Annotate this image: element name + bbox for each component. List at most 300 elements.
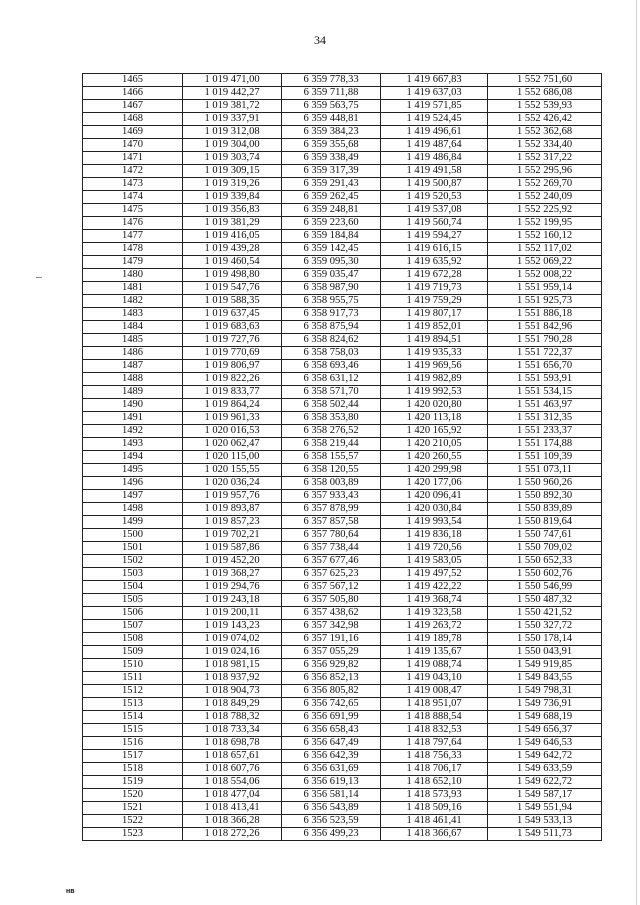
point-number-cell: 1517 bbox=[83, 750, 183, 763]
point-number-cell: 1522 bbox=[83, 815, 183, 828]
coordinate-cell: 1 018 698,78 bbox=[183, 737, 282, 750]
coordinate-cell: 6 356 852,13 bbox=[282, 672, 381, 685]
coordinate-cell: 1 418 888,54 bbox=[381, 711, 488, 724]
table-row bbox=[83, 789, 602, 802]
point-number-cell: 1474 bbox=[83, 191, 183, 204]
coordinate-cell: 1 019 309,15 bbox=[183, 165, 282, 178]
coordinate-cell: 1 019 024,16 bbox=[183, 646, 282, 659]
coordinate-cell: 1 018 366,28 bbox=[183, 815, 282, 828]
coordinate-cell: 1 552 069,22 bbox=[488, 256, 602, 269]
coordinate-cell: 6 358 987,90 bbox=[282, 282, 381, 295]
table-row bbox=[83, 594, 602, 607]
coordinate-cell: 1 552 199,95 bbox=[488, 217, 602, 230]
table-row bbox=[83, 568, 602, 581]
coordinate-cell: 1 019 637,45 bbox=[183, 308, 282, 321]
coordinate-cell: 1 551 073,11 bbox=[488, 464, 602, 477]
coordinate-cell: 1 550 960,26 bbox=[488, 477, 602, 490]
coordinate-cell: 6 358 502,44 bbox=[282, 399, 381, 412]
coordinate-cell: 1 552 317,22 bbox=[488, 152, 602, 165]
coordinate-cell: 6 358 120,55 bbox=[282, 464, 381, 477]
point-number-cell: 1483 bbox=[83, 308, 183, 321]
coordinate-cell: 6 356 647,49 bbox=[282, 737, 381, 750]
coordinate-cell: 1 550 178,14 bbox=[488, 633, 602, 646]
coordinate-cell: 1 549 798,31 bbox=[488, 685, 602, 698]
table-row bbox=[83, 815, 602, 828]
coordinate-cell: 1 552 160,12 bbox=[488, 230, 602, 243]
coordinate-cell: 6 359 184,84 bbox=[282, 230, 381, 243]
coordinate-cell: 1 419 807,17 bbox=[381, 308, 488, 321]
coordinate-cell: 1 418 461,41 bbox=[381, 815, 488, 828]
coordinate-cell: 1 549 587,17 bbox=[488, 789, 602, 802]
coordinate-cell: 1 419 894,51 bbox=[381, 334, 488, 347]
coordinate-cell: 1 419 759,29 bbox=[381, 295, 488, 308]
point-number-cell: 1510 bbox=[83, 659, 183, 672]
point-number-cell: 1487 bbox=[83, 360, 183, 373]
coordinate-cell: 1 019 294,76 bbox=[183, 581, 282, 594]
table-row bbox=[83, 763, 602, 776]
table-row bbox=[83, 737, 602, 750]
point-number-cell: 1490 bbox=[83, 399, 183, 412]
coordinate-cell: 6 357 878,99 bbox=[282, 503, 381, 516]
coordinate-cell: 1 551 593,91 bbox=[488, 373, 602, 386]
table-row bbox=[83, 100, 602, 113]
coordinate-cell: 6 358 219,44 bbox=[282, 438, 381, 451]
point-number-cell: 1513 bbox=[83, 698, 183, 711]
coordinate-cell: 1 419 496,61 bbox=[381, 126, 488, 139]
point-number-cell: 1497 bbox=[83, 490, 183, 503]
table-row bbox=[83, 295, 602, 308]
coordinate-cell: 1 549 843,55 bbox=[488, 672, 602, 685]
coordinate-cell: 6 358 875,94 bbox=[282, 321, 381, 334]
table-row bbox=[83, 178, 602, 191]
point-number-cell: 1473 bbox=[83, 178, 183, 191]
coordinate-cell: 1 551 722,37 bbox=[488, 347, 602, 360]
coordinate-cell: 1 549 622,72 bbox=[488, 776, 602, 789]
coordinate-cell: 6 359 095,30 bbox=[282, 256, 381, 269]
coordinate-cell: 1 020 155,55 bbox=[183, 464, 282, 477]
coordinate-cell: 1 419 368,74 bbox=[381, 594, 488, 607]
coordinate-cell: 1 019 460,54 bbox=[183, 256, 282, 269]
coordinate-cell: 6 356 805,82 bbox=[282, 685, 381, 698]
table-row bbox=[83, 646, 602, 659]
coordinate-cell: 6 356 631,69 bbox=[282, 763, 381, 776]
coordinate-cell: 6 357 438,62 bbox=[282, 607, 381, 620]
table-row bbox=[83, 724, 602, 737]
coordinate-cell: 1 419 497,52 bbox=[381, 568, 488, 581]
coordinate-cell: 6 356 642,39 bbox=[282, 750, 381, 763]
coordinate-cell: 1 549 551,94 bbox=[488, 802, 602, 815]
table-row bbox=[83, 152, 602, 165]
table-row bbox=[83, 373, 602, 386]
coordinate-cell: 1 019 243,18 bbox=[183, 594, 282, 607]
coordinate-cell: 1 419 520,53 bbox=[381, 191, 488, 204]
coordinate-cell: 6 359 262,45 bbox=[282, 191, 381, 204]
coordinate-cell: 1 419 836,18 bbox=[381, 529, 488, 542]
coordinate-cell: 6 356 691,99 bbox=[282, 711, 381, 724]
coordinate-cell: 1 018 657,61 bbox=[183, 750, 282, 763]
coordinate-cell: 1 419 008,47 bbox=[381, 685, 488, 698]
coordinate-cell: 1 019 806,97 bbox=[183, 360, 282, 373]
coordinate-cell: 1 419 571,85 bbox=[381, 100, 488, 113]
coordinate-cell: 1 549 511,73 bbox=[488, 828, 602, 841]
coordinate-cell: 6 358 824,62 bbox=[282, 334, 381, 347]
coordinate-cell: 6 357 055,29 bbox=[282, 646, 381, 659]
coordinate-cell: 1 019 547,76 bbox=[183, 282, 282, 295]
coordinate-cell: 1 550 709,02 bbox=[488, 542, 602, 555]
point-number-cell: 1516 bbox=[83, 737, 183, 750]
point-number-cell: 1514 bbox=[83, 711, 183, 724]
point-number-cell: 1476 bbox=[83, 217, 183, 230]
point-number-cell: 1495 bbox=[83, 464, 183, 477]
coordinate-cell: 6 357 567,12 bbox=[282, 581, 381, 594]
coordinate-cell: 1 419 560,74 bbox=[381, 217, 488, 230]
coordinate-cell: 1 019 498,80 bbox=[183, 269, 282, 282]
coordinate-cell: 1 418 652,10 bbox=[381, 776, 488, 789]
coordinate-cell: 1 418 366,67 bbox=[381, 828, 488, 841]
coordinate-cell: 1 552 295,96 bbox=[488, 165, 602, 178]
coordinate-cell: 6 356 543,89 bbox=[282, 802, 381, 815]
point-number-cell: 1506 bbox=[83, 607, 183, 620]
coordinate-cell: 6 357 191,16 bbox=[282, 633, 381, 646]
coordinate-cell: 1 420 210,05 bbox=[381, 438, 488, 451]
coordinate-cell: 1 420 177,06 bbox=[381, 477, 488, 490]
coordinate-cell: 1 418 573,93 bbox=[381, 789, 488, 802]
coordinate-cell: 6 356 619,13 bbox=[282, 776, 381, 789]
coordinate-cell: 1 019 727,76 bbox=[183, 334, 282, 347]
coordinate-cell: 1 420 113,18 bbox=[381, 412, 488, 425]
coordinate-cell: 6 357 505,80 bbox=[282, 594, 381, 607]
coordinate-cell: 1 019 452,20 bbox=[183, 555, 282, 568]
point-number-cell: 1489 bbox=[83, 386, 183, 399]
coordinate-cell: 1 419 982,89 bbox=[381, 373, 488, 386]
coordinate-cell: 6 358 276,52 bbox=[282, 425, 381, 438]
coordinate-cell: 1 018 937,92 bbox=[183, 672, 282, 685]
point-number-cell: 1465 bbox=[83, 74, 183, 87]
coordinate-cell: 1 020 016,53 bbox=[183, 425, 282, 438]
point-number-cell: 1466 bbox=[83, 87, 183, 100]
coordinate-cell: 6 359 448,81 bbox=[282, 113, 381, 126]
coordinate-cell: 1 020 036,24 bbox=[183, 477, 282, 490]
coordinate-cell: 6 359 142,45 bbox=[282, 243, 381, 256]
coordinate-cell: 1 549 642,72 bbox=[488, 750, 602, 763]
coordinate-cell: 1 418 756,33 bbox=[381, 750, 488, 763]
point-number-cell: 1486 bbox=[83, 347, 183, 360]
coordinate-cell: 1 018 477,04 bbox=[183, 789, 282, 802]
coordinate-cell: 1 418 706,17 bbox=[381, 763, 488, 776]
coordinate-cell: 6 359 248,81 bbox=[282, 204, 381, 217]
coordinate-cell: 1 019 833,77 bbox=[183, 386, 282, 399]
coordinate-cell: 1 019 381,72 bbox=[183, 100, 282, 113]
table-row bbox=[83, 711, 602, 724]
coordinate-cell: 1 552 539,93 bbox=[488, 100, 602, 113]
coordinate-cell: 6 359 223,60 bbox=[282, 217, 381, 230]
coordinate-cell: 1 551 174,88 bbox=[488, 438, 602, 451]
coordinate-cell: 6 357 677,46 bbox=[282, 555, 381, 568]
point-number-cell: 1505 bbox=[83, 594, 183, 607]
point-number-cell: 1469 bbox=[83, 126, 183, 139]
table-row bbox=[83, 321, 602, 334]
coordinate-cell: 1 549 656,37 bbox=[488, 724, 602, 737]
coordinate-cell: 1 551 312,35 bbox=[488, 412, 602, 425]
coordinate-cell: 1 552 240,09 bbox=[488, 191, 602, 204]
coordinate-cell: 1 019 143,23 bbox=[183, 620, 282, 633]
coordinate-cell: 1 018 272,26 bbox=[183, 828, 282, 841]
coordinate-cell: 6 356 742,65 bbox=[282, 698, 381, 711]
coordinate-cell: 1 549 736,91 bbox=[488, 698, 602, 711]
table-row bbox=[83, 477, 602, 490]
coordinate-cell: 1 420 165,92 bbox=[381, 425, 488, 438]
point-number-cell: 1501 bbox=[83, 542, 183, 555]
coordinate-cell: 1 418 797,64 bbox=[381, 737, 488, 750]
table-row bbox=[83, 243, 602, 256]
coordinate-cell: 6 358 155,57 bbox=[282, 451, 381, 464]
point-number-cell: 1507 bbox=[83, 620, 183, 633]
coordinate-cell: 1 419 852,01 bbox=[381, 321, 488, 334]
point-number-cell: 1515 bbox=[83, 724, 183, 737]
table-row bbox=[83, 529, 602, 542]
coordinate-cell: 1 551 842,96 bbox=[488, 321, 602, 334]
table-row bbox=[83, 490, 602, 503]
coordinate-cell: 1 418 951,07 bbox=[381, 698, 488, 711]
coordinate-cell: 1 420 260,55 bbox=[381, 451, 488, 464]
coordinate-cell: 1 020 062,47 bbox=[183, 438, 282, 451]
point-number-cell: 1472 bbox=[83, 165, 183, 178]
table-row bbox=[83, 399, 602, 412]
coordinate-cell: 1 019 702,21 bbox=[183, 529, 282, 542]
coordinate-cell: 6 356 929,82 bbox=[282, 659, 381, 672]
coordinate-cell: 1 419 667,83 bbox=[381, 74, 488, 87]
table-row bbox=[83, 412, 602, 425]
table-row bbox=[83, 334, 602, 347]
coordinate-cell: 1 018 904,73 bbox=[183, 685, 282, 698]
coordinate-cell: 1 419 323,58 bbox=[381, 607, 488, 620]
coordinate-cell: 6 359 035,47 bbox=[282, 269, 381, 282]
point-number-cell: 1477 bbox=[83, 230, 183, 243]
coordinate-cell: 1 019 587,86 bbox=[183, 542, 282, 555]
coordinate-cell: 6 358 917,73 bbox=[282, 308, 381, 321]
table-row bbox=[83, 425, 602, 438]
point-number-cell: 1504 bbox=[83, 581, 183, 594]
table-row bbox=[83, 620, 602, 633]
coordinate-cell: 1 551 959,14 bbox=[488, 282, 602, 295]
coordinate-cell: 1 019 368,27 bbox=[183, 568, 282, 581]
table-row bbox=[83, 87, 602, 100]
coordinate-cell: 1 019 339,84 bbox=[183, 191, 282, 204]
table-row bbox=[83, 269, 602, 282]
point-number-cell: 1509 bbox=[83, 646, 183, 659]
table-row bbox=[83, 308, 602, 321]
coordinate-cell: 6 359 778,33 bbox=[282, 74, 381, 87]
coordinate-cell: 1 020 115,00 bbox=[183, 451, 282, 464]
coordinate-cell: 1 550 043,91 bbox=[488, 646, 602, 659]
point-number-cell: 1521 bbox=[83, 802, 183, 815]
coordinate-cell: 1 018 413,41 bbox=[183, 802, 282, 815]
table-row bbox=[83, 802, 602, 815]
coordinate-cell: 1 019 822,26 bbox=[183, 373, 282, 386]
point-number-cell: 1499 bbox=[83, 516, 183, 529]
coordinate-cell: 1 550 819,64 bbox=[488, 516, 602, 529]
point-number-cell: 1519 bbox=[83, 776, 183, 789]
coordinate-cell: 1 550 602,76 bbox=[488, 568, 602, 581]
coordinate-cell: 1 419 969,56 bbox=[381, 360, 488, 373]
coordinate-cell: 6 358 353,80 bbox=[282, 412, 381, 425]
coordinate-cell: 1 419 720,56 bbox=[381, 542, 488, 555]
coordinate-cell: 1 419 637,03 bbox=[381, 87, 488, 100]
coordinate-cell: 1 019 857,23 bbox=[183, 516, 282, 529]
coordinate-cell: 1 419 486,84 bbox=[381, 152, 488, 165]
footer-mark: нв bbox=[66, 888, 75, 895]
coordinate-cell: 1 418 509,16 bbox=[381, 802, 488, 815]
coordinate-cell: 1 018 788,32 bbox=[183, 711, 282, 724]
table-row bbox=[83, 126, 602, 139]
point-number-cell: 1468 bbox=[83, 113, 183, 126]
table-row bbox=[83, 217, 602, 230]
table-row bbox=[83, 672, 602, 685]
table-row bbox=[83, 191, 602, 204]
table-row bbox=[83, 685, 602, 698]
coordinate-cell: 6 356 581,14 bbox=[282, 789, 381, 802]
coordinate-cell: 6 358 631,12 bbox=[282, 373, 381, 386]
coordinate-cell: 6 358 693,46 bbox=[282, 360, 381, 373]
coordinate-cell: 1 420 030,84 bbox=[381, 503, 488, 516]
coordinate-cell: 1 019 304,00 bbox=[183, 139, 282, 152]
point-number-cell: 1484 bbox=[83, 321, 183, 334]
coordinate-cell: 1 419 422,22 bbox=[381, 581, 488, 594]
coordinate-cell: 1 419 263,72 bbox=[381, 620, 488, 633]
coordinate-cell: 1 019 200,11 bbox=[183, 607, 282, 620]
table-row bbox=[83, 828, 602, 841]
coordinate-cell: 1 552 225,92 bbox=[488, 204, 602, 217]
table-row bbox=[83, 659, 602, 672]
coordinate-cell: 1 419 635,92 bbox=[381, 256, 488, 269]
coordinate-cell: 1 419 088,74 bbox=[381, 659, 488, 672]
coordinate-cell: 1 419 491,58 bbox=[381, 165, 488, 178]
coordinate-cell: 1 419 594,27 bbox=[381, 230, 488, 243]
coordinate-cell: 1 419 537,08 bbox=[381, 204, 488, 217]
point-number-cell: 1508 bbox=[83, 633, 183, 646]
coordinate-cell: 1 019 588,35 bbox=[183, 295, 282, 308]
coordinate-cell: 1 550 421,52 bbox=[488, 607, 602, 620]
table-row bbox=[83, 204, 602, 217]
coordinate-cell: 6 357 738,44 bbox=[282, 542, 381, 555]
coordinate-cell: 1 419 993,54 bbox=[381, 516, 488, 529]
coordinate-cell: 6 357 780,64 bbox=[282, 529, 381, 542]
coordinate-cell: 6 358 003,89 bbox=[282, 477, 381, 490]
coordinate-cell: 1 552 008,22 bbox=[488, 269, 602, 282]
point-number-cell: 1488 bbox=[83, 373, 183, 386]
point-number-cell: 1502 bbox=[83, 555, 183, 568]
coordinate-cell: 1 420 299,98 bbox=[381, 464, 488, 477]
point-number-cell: 1496 bbox=[83, 477, 183, 490]
coordinate-cell: 1 419 616,15 bbox=[381, 243, 488, 256]
point-number-cell: 1482 bbox=[83, 295, 183, 308]
coordinate-cell: 1 551 886,18 bbox=[488, 308, 602, 321]
coordinate-cell: 1 019 770,69 bbox=[183, 347, 282, 360]
point-number-cell: 1518 bbox=[83, 763, 183, 776]
table-row bbox=[83, 74, 602, 87]
coordinate-cell: 1 019 683,63 bbox=[183, 321, 282, 334]
coordinate-cell: 1 550 652,33 bbox=[488, 555, 602, 568]
table-row bbox=[83, 451, 602, 464]
coordinate-cell: 1 019 356,83 bbox=[183, 204, 282, 217]
coordinate-cell: 1 551 233,37 bbox=[488, 425, 602, 438]
table-row bbox=[83, 113, 602, 126]
table-row bbox=[83, 503, 602, 516]
coordinate-cell: 6 356 523,59 bbox=[282, 815, 381, 828]
coordinate-cell: 1 551 463,97 bbox=[488, 399, 602, 412]
margin-mark bbox=[36, 277, 42, 278]
coordinate-cell: 6 359 384,23 bbox=[282, 126, 381, 139]
coordinate-cell: 1 419 672,28 bbox=[381, 269, 488, 282]
page-number: 34 bbox=[314, 33, 326, 47]
coordinate-cell: 1 552 362,68 bbox=[488, 126, 602, 139]
table-row bbox=[83, 256, 602, 269]
table-row bbox=[83, 360, 602, 373]
table-row bbox=[83, 464, 602, 477]
table-row bbox=[83, 386, 602, 399]
coordinate-cell: 1 018 554,06 bbox=[183, 776, 282, 789]
coordinate-cell: 6 359 711,88 bbox=[282, 87, 381, 100]
coordinate-cell: 1 419 935,33 bbox=[381, 347, 488, 360]
coordinates-table-body bbox=[83, 74, 602, 841]
coordinate-cell: 1 550 546,99 bbox=[488, 581, 602, 594]
point-number-cell: 1512 bbox=[83, 685, 183, 698]
coordinate-cell: 1 019 471,00 bbox=[183, 74, 282, 87]
coordinate-cell: 1 019 312,08 bbox=[183, 126, 282, 139]
coordinate-cell: 1 019 416,05 bbox=[183, 230, 282, 243]
coordinate-cell: 6 359 338,49 bbox=[282, 152, 381, 165]
point-number-cell: 1467 bbox=[83, 100, 183, 113]
coordinate-cell: 1 419 992,53 bbox=[381, 386, 488, 399]
table-row bbox=[83, 139, 602, 152]
coordinate-cell: 1 550 487,32 bbox=[488, 594, 602, 607]
coordinate-cell: 1 551 656,70 bbox=[488, 360, 602, 373]
point-number-cell: 1498 bbox=[83, 503, 183, 516]
coordinate-cell: 1 419 719,73 bbox=[381, 282, 488, 295]
coordinate-cell: 6 358 955,75 bbox=[282, 295, 381, 308]
coordinate-cell: 1 019 893,87 bbox=[183, 503, 282, 516]
coordinate-cell: 1 420 020,80 bbox=[381, 399, 488, 412]
coordinate-cell: 1 420 096,41 bbox=[381, 490, 488, 503]
point-number-cell: 1494 bbox=[83, 451, 183, 464]
coordinate-cell: 1 549 919,85 bbox=[488, 659, 602, 672]
coordinate-cell: 1 019 957,76 bbox=[183, 490, 282, 503]
table-row bbox=[83, 282, 602, 295]
point-number-cell: 1503 bbox=[83, 568, 183, 581]
coordinate-cell: 1 019 439,28 bbox=[183, 243, 282, 256]
coordinate-cell: 1 419 043,10 bbox=[381, 672, 488, 685]
point-number-cell: 1511 bbox=[83, 672, 183, 685]
point-number-cell: 1485 bbox=[83, 334, 183, 347]
coordinate-cell: 1 419 487,64 bbox=[381, 139, 488, 152]
coordinate-cell: 1 419 500,87 bbox=[381, 178, 488, 191]
point-number-cell: 1470 bbox=[83, 139, 183, 152]
coordinate-cell: 1 019 381,29 bbox=[183, 217, 282, 230]
table-row bbox=[83, 698, 602, 711]
coordinate-cell: 1 018 849,29 bbox=[183, 698, 282, 711]
coordinate-cell: 1 018 981,15 bbox=[183, 659, 282, 672]
coordinate-cell: 6 357 625,23 bbox=[282, 568, 381, 581]
coordinate-cell: 1 418 832,53 bbox=[381, 724, 488, 737]
table-row bbox=[83, 581, 602, 594]
point-number-cell: 1481 bbox=[83, 282, 183, 295]
point-number-cell: 1480 bbox=[83, 269, 183, 282]
table-row bbox=[83, 542, 602, 555]
coordinate-cell: 6 356 499,23 bbox=[282, 828, 381, 841]
coordinate-cell: 6 357 933,43 bbox=[282, 490, 381, 503]
page-edge-line bbox=[636, 0, 637, 905]
coordinate-cell: 1 549 633,59 bbox=[488, 763, 602, 776]
